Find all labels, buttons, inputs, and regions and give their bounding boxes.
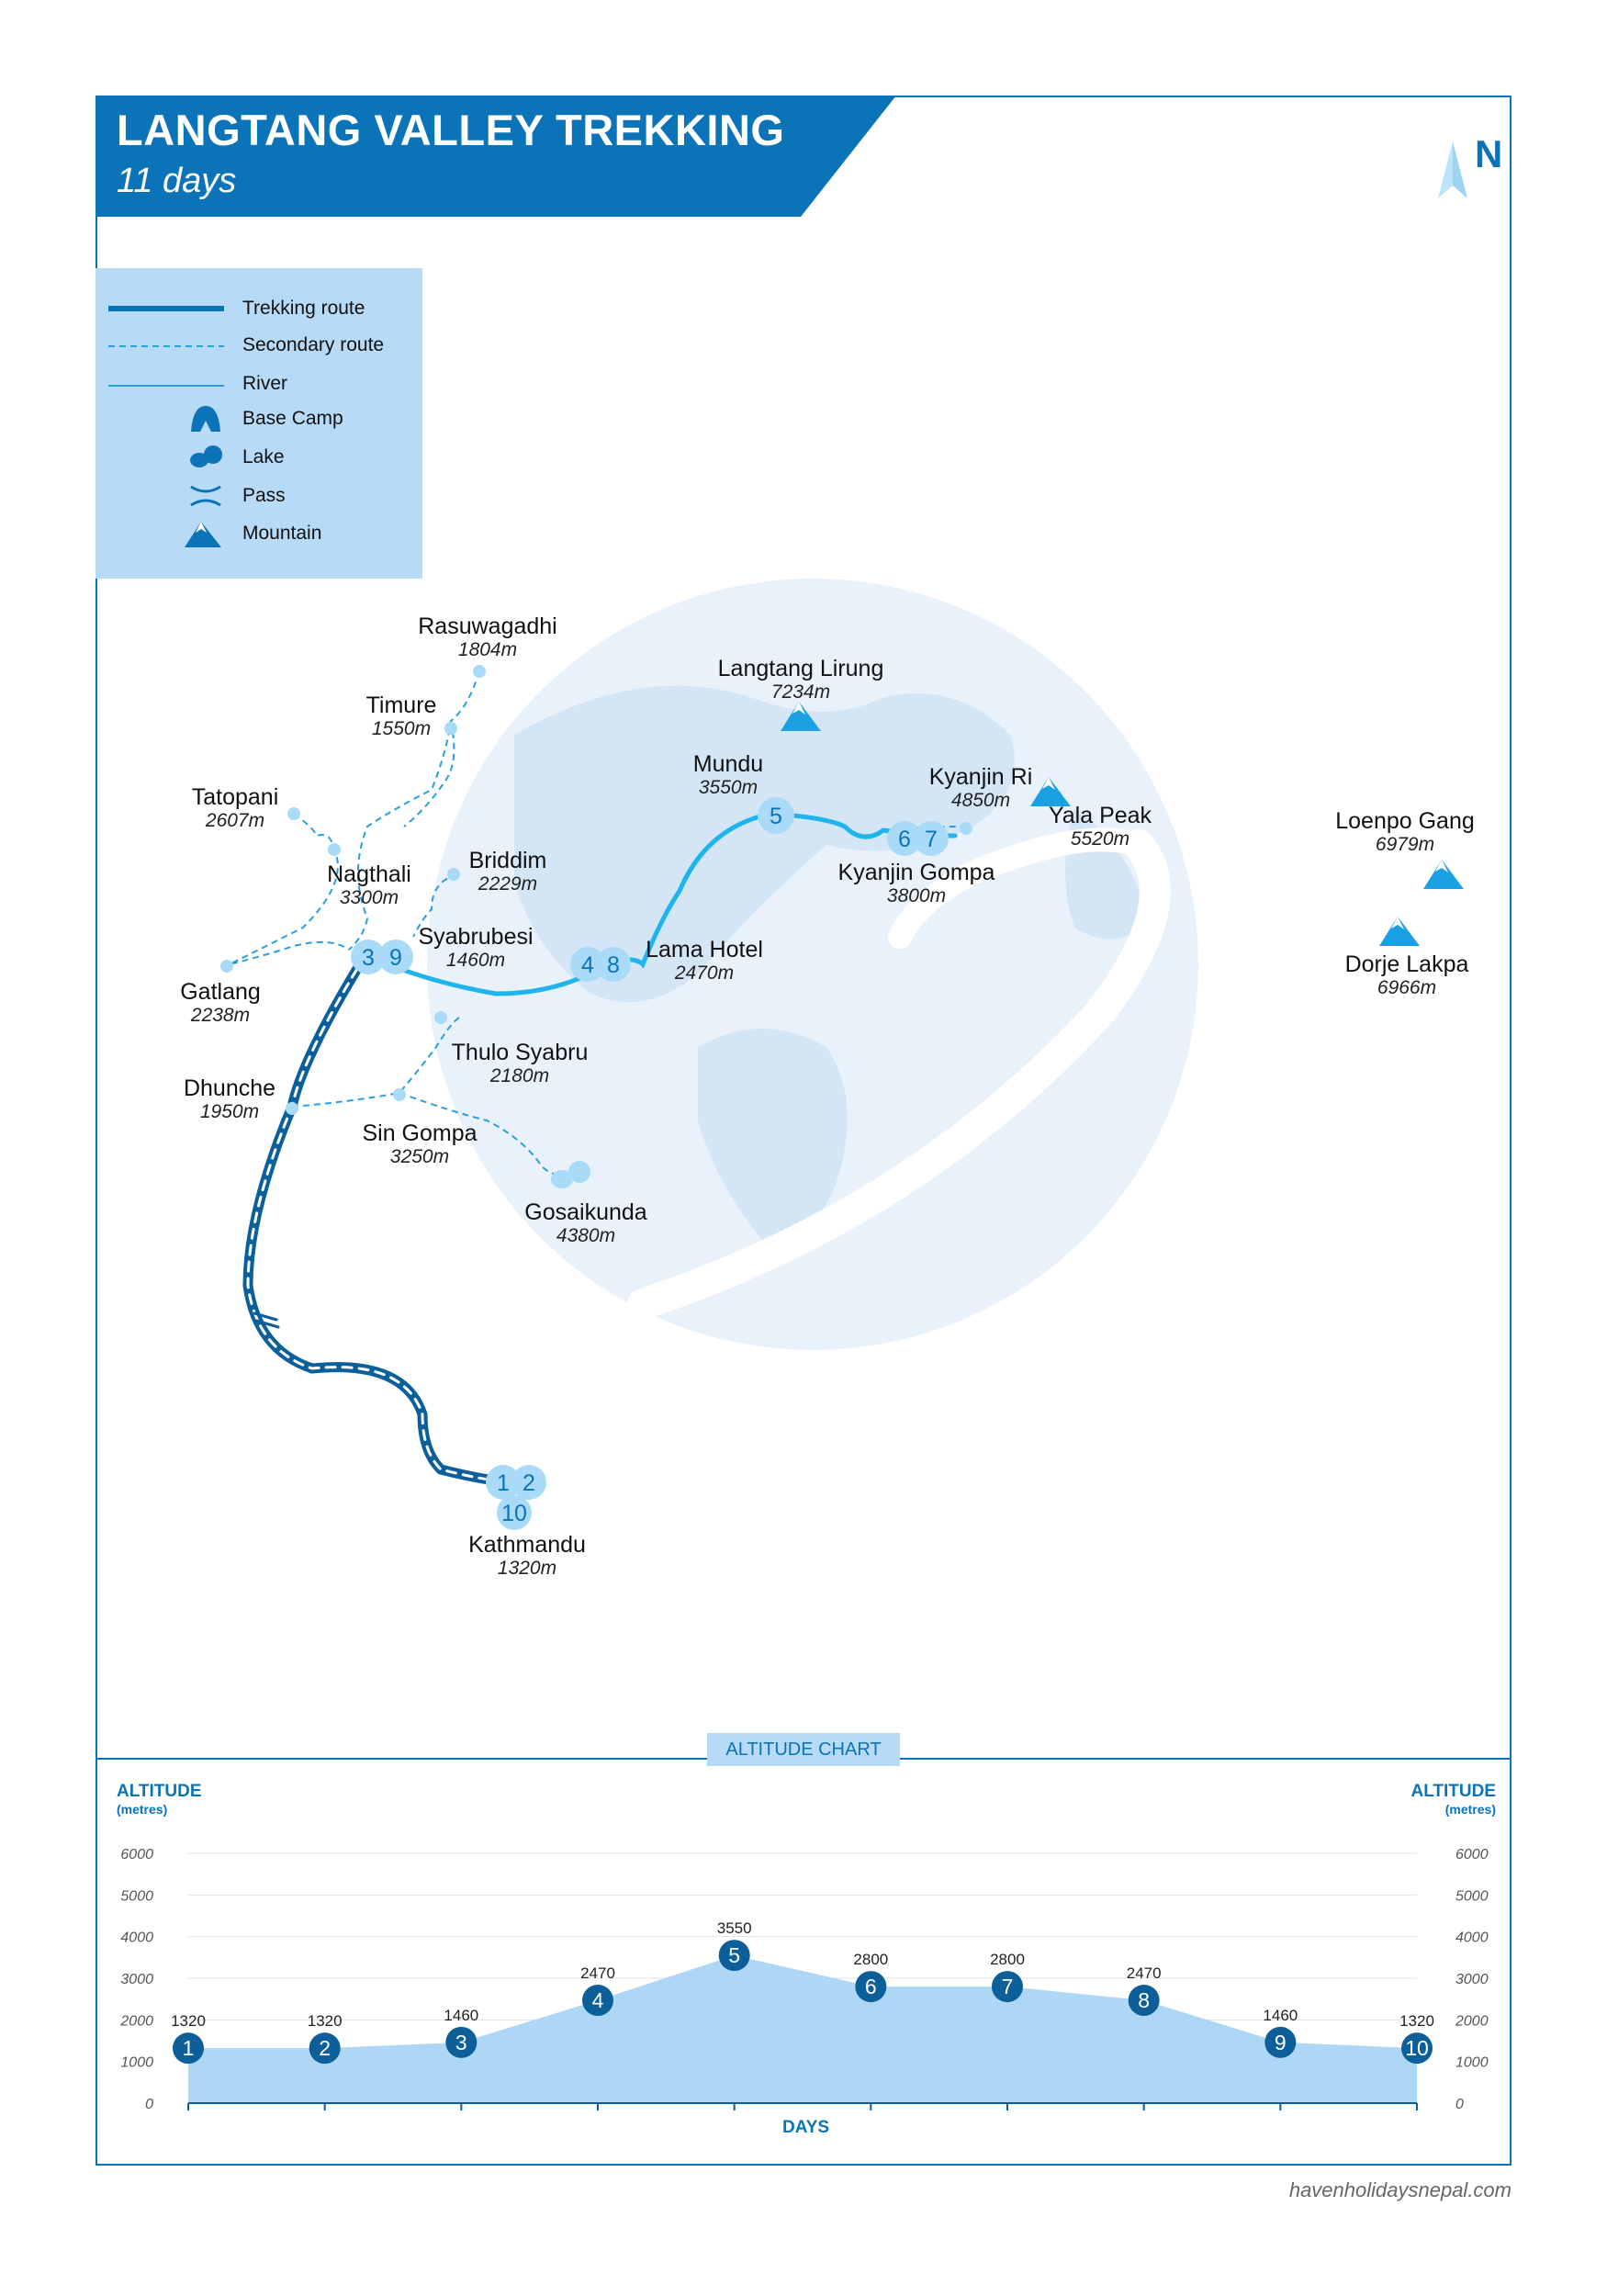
y-axis-title-left: ALTITUDE [117,1782,202,1801]
place-altitude: 2180m [489,1065,550,1086]
legend-label-secondary-route: Secondary route [242,334,385,355]
day-point-label: 7 [1001,1975,1014,1999]
y-tick-label-left: 5000 [120,1888,153,1905]
legend-label-base-camp: Base Camp [242,408,343,429]
place-label-timure [366,692,437,740]
altitude-value-label: 2800 [853,1951,889,1969]
y-tick-label-right: 5000 [1455,1888,1489,1905]
day-point-label: 10 [1405,2036,1429,2061]
day-number: 5 [770,804,782,829]
place-label-langtang-lirung [718,656,884,703]
y-axis-title-right: ALTITUDE [1410,1782,1496,1801]
altitude-area [188,1955,1417,2103]
altitude-value-label: 3550 [716,1919,752,1938]
place-label-thulo-syabru [452,1040,589,1087]
day-point-label: 5 [728,1943,741,1968]
place-name: Rasuwagadhi [418,613,557,639]
place-label-tatopani [192,784,279,832]
place-name: Dhunche [183,1075,276,1101]
place-name: Kathmandu [468,1532,586,1558]
place-label-rasuwagadhi [418,613,557,661]
day-number: 9 [389,945,402,971]
y-tick-label-right: 0 [1455,2097,1464,2112]
place-label-sin-gompa [362,1120,477,1168]
place-label-lama-hotel [646,937,763,985]
y-tick-label-right: 6000 [1455,1847,1489,1863]
point-thulo-syabru [434,1011,447,1024]
day-number: 2 [523,1470,535,1496]
place-label-nagthali [327,861,411,909]
place-altitude: 1320m [497,1558,557,1579]
place-altitude: 6979m [1375,834,1435,855]
place-altitude: 1950m [199,1101,260,1122]
y-tick-label-left: 4000 [120,1930,153,1946]
place-altitude: 5520m [1070,828,1130,850]
place-altitude: 3800m [886,885,947,906]
point-nagthali [328,843,341,856]
place-altitude: 2238m [190,1005,251,1026]
altitude-chart-tab: ALTITUDE CHART [707,1733,900,1766]
page-title: LANGTANG VALLEY TREKKING [117,106,785,154]
y-axis-unit-right: (metres) [1444,1802,1496,1817]
place-name: Sin Gompa [362,1120,478,1146]
place-altitude: 2470m [674,962,735,984]
legend-label-mountain: Mountain [242,523,322,544]
place-altitude: 1460m [445,950,506,971]
place-name: Timure [365,692,437,718]
place-name: Kyanjin Gompa [837,860,995,885]
point-rasuwagadhi [473,665,486,678]
place-altitude: 6966m [1377,977,1437,998]
point-dhunche [286,1102,298,1115]
day-number: 4 [581,952,594,978]
day-point-label: 3 [455,2030,467,2054]
altitude-value-label: 2800 [990,1951,1025,1969]
place-name: Dorje Lakpa [1344,951,1469,977]
legend-label-trekking-route: Trekking route [242,298,365,319]
place-label-briddim [469,848,547,895]
place-altitude: 3250m [389,1146,450,1167]
day-number: 8 [607,952,620,978]
place-altitude: 4850m [950,790,1011,811]
altitude-value-label: 2470 [1126,1964,1162,1983]
point-timure [444,722,457,735]
place-label-kathmandu [468,1532,586,1580]
place-name: Lama Hotel [646,937,763,962]
place-label-yala-peak [1049,803,1152,850]
place-label-gosaikunda [524,1199,646,1247]
day-number: 10 [501,1501,527,1526]
point-briddim [447,868,460,881]
day-point-label: 4 [591,1988,604,2013]
mountain-icon-loenpo-gang [1423,860,1464,889]
place-altitude: 2229m [478,873,538,895]
y-tick-label-right: 3000 [1455,1972,1489,1987]
altitude-value-label: 2470 [580,1964,615,1983]
y-tick-label-right: 4000 [1455,1930,1489,1946]
place-label-dhunche [184,1075,275,1123]
website-link[interactable]: havenholidaysnepal.com [1288,2178,1511,2201]
y-tick-label-right: 2000 [1455,2013,1489,2030]
point-tatopani [287,807,300,820]
y-tick-label-left: 0 [145,2097,153,2112]
day-marker-kathmandu [486,1465,546,1530]
place-altitude: 7234m [770,681,831,703]
y-tick-label-right: 1000 [1455,2054,1489,2071]
day-point-label: 6 [864,1975,877,1999]
day-point-label: 1 [182,2036,195,2061]
place-name: Mundu [692,751,764,777]
y-axis-unit-left: (metres) [117,1802,168,1817]
place-altitude: 4380m [556,1225,616,1246]
day-marker-syabrubesi [351,940,413,974]
altitude-value-label: 1460 [444,2006,479,2024]
place-name: Langtang Lirung [717,656,884,681]
place-label-kyanjin-gompa [838,860,995,907]
place-name: Nagthali [327,861,411,887]
point-gatlang [220,960,233,973]
page-subtitle: 11 days [117,162,237,200]
x-axis-title: DAYS [782,2118,830,2137]
legend-label-river: River [242,373,288,394]
place-name: Briddim [468,848,547,873]
altitude-value-label: 1320 [1399,2012,1434,2031]
place-label-kyanjin-ri [929,764,1033,812]
place-altitude: 1804m [457,639,518,660]
day-marker-mundu [758,797,794,834]
y-tick-label-left: 2000 [120,2013,153,2030]
point-kyanjin-ri [960,822,972,835]
place-altitude: 2607m [205,810,265,831]
place-name: Thulo Syabru [451,1040,589,1065]
altitude-value-label: 1320 [307,2012,343,2031]
legend-label-pass: Pass [242,485,286,506]
place-label-mundu [693,751,763,799]
y-tick-label-left: 1000 [120,2054,153,2071]
place-label-gatlang [180,979,261,1027]
day-number: 6 [898,827,911,852]
altitude-chart [0,1791,1607,2158]
place-label-loenpo-gang [1335,808,1475,856]
place-altitude: 3550m [698,777,759,798]
place-altitude: 1550m [371,718,432,739]
mountain-icon-dorje-lakpa [1379,917,1420,946]
day-number: 7 [925,827,938,852]
place-name: Gatlang [180,979,261,1005]
point-sin-gompa [393,1088,406,1101]
place-name: Syabrubesi [418,924,534,950]
place-name: Kyanjin Ri [928,764,1033,790]
place-altitude: 3300m [339,887,399,908]
altitude-value-label: 1460 [1263,2006,1298,2024]
place-name: Gosaikunda [524,1199,647,1225]
place-name: Tatopani [191,784,279,810]
place-label-dorje-lakpa [1345,951,1469,999]
y-tick-label-left: 6000 [120,1847,153,1863]
day-number: 3 [362,945,375,971]
day-point-label: 8 [1138,1988,1151,2013]
legend-label-lake: Lake [242,446,285,467]
place-label-syabrubesi [418,924,533,972]
y-tick-label-left: 3000 [120,1972,153,1987]
place-name: Loenpo Gang [1335,808,1475,834]
altitude-value-label: 1320 [171,2012,206,2031]
place-name: Yala Peak [1048,803,1152,828]
day-point-label: 9 [1274,2030,1287,2054]
day-number: 1 [497,1470,510,1496]
day-point-label: 2 [319,2036,332,2061]
north-label: N [1475,132,1503,175]
